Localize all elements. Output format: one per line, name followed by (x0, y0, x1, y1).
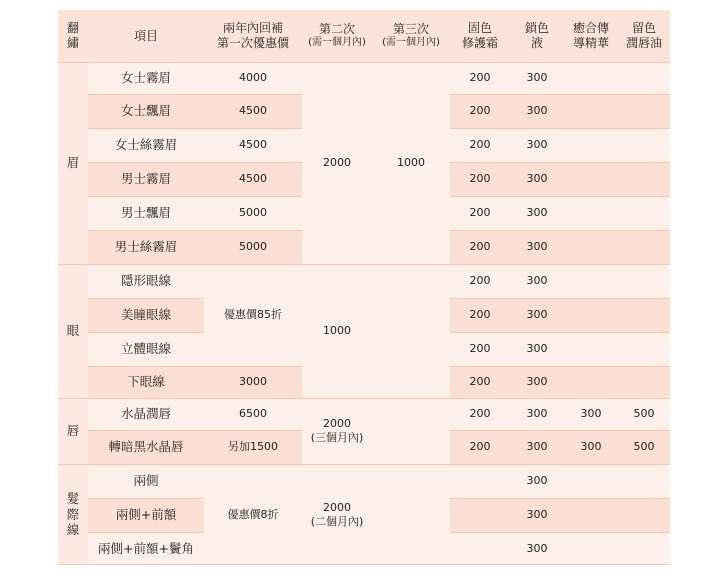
row-lock-liquid-line-1: 300 (526, 71, 548, 85)
row-healing-serum (564, 128, 618, 162)
row-lock-liquid (510, 62, 564, 94)
eye-first-price-line-1: 優惠價85折 (224, 308, 282, 322)
row-lock-liquid-line-1: 300 (526, 240, 548, 254)
row-lip-oil (618, 366, 670, 398)
row-healing-serum (564, 264, 618, 298)
row-fix-cream-line-1: 200 (469, 308, 491, 322)
row-first-price-line-1: 4500 (239, 104, 267, 118)
row-lock-liquid-line-1: 300 (526, 508, 548, 522)
row-lock-liquid (510, 398, 564, 430)
row-first-price (204, 196, 302, 230)
row-fix-cream (450, 430, 510, 464)
hair-second-price-line-1: 2000 (323, 500, 351, 514)
row-fix-cream-line-1: 200 (469, 407, 491, 421)
row-item (88, 366, 204, 398)
row-lock-liquid-line-1: 300 (526, 104, 548, 118)
row-fix-cream (450, 498, 510, 532)
row-fix-cream-line-1: 200 (469, 138, 491, 152)
row-healing-serum (564, 332, 618, 366)
row-first-price-line-1: 6500 (239, 407, 267, 421)
row-lock-liquid-line-1: 300 (526, 440, 548, 454)
header-second-line-2: (需一個月內) (308, 37, 366, 49)
row-lock-liquid-line-1: 300 (526, 375, 548, 389)
row-item-line-1: 兩側+前額 (115, 507, 177, 523)
row-healing-serum (564, 430, 618, 464)
row-fix-cream (450, 162, 510, 196)
row-item-line-1: 水晶潤唇 (120, 406, 171, 422)
row-first-price-line-1: 4000 (239, 71, 267, 85)
header-lock-liquid-line-2: 液 (530, 36, 543, 50)
row-item (88, 464, 204, 498)
row-lock-liquid (510, 298, 564, 332)
row-first-price-line-1: 4500 (239, 138, 267, 152)
row-lip-oil (618, 298, 670, 332)
row-fix-cream-line-1: 200 (469, 375, 491, 389)
hair-second-price (302, 464, 372, 565)
header-first-price (204, 10, 302, 62)
row-item (88, 162, 204, 196)
brow-third-price (372, 62, 450, 264)
row-first-price (204, 128, 302, 162)
row-first-price (204, 230, 302, 264)
row-fix-cream-line-1: 200 (469, 240, 491, 254)
row-lip-oil (618, 532, 670, 565)
row-lip-oil (618, 464, 670, 498)
row-fix-cream-line-1: 200 (469, 172, 491, 186)
row-item (88, 264, 204, 298)
row-healing-serum (564, 298, 618, 332)
header-lip-oil-line-2: 潤唇油 (625, 36, 662, 50)
row-lip-oil (618, 332, 670, 366)
row-first-price-line-1: 5000 (239, 206, 267, 220)
row-fix-cream-line-1: 200 (469, 104, 491, 118)
header-lip-oil-line-1: 留色 (631, 21, 656, 35)
row-lock-liquid (510, 498, 564, 532)
row-lock-liquid-line-1: 300 (526, 206, 548, 220)
header-fix-cream (450, 10, 510, 62)
row-item (88, 430, 204, 464)
eye-second-price (302, 264, 372, 398)
row-healing-serum (564, 94, 618, 128)
header-first-price-line-2: 第一次優惠價 (216, 36, 289, 50)
row-lip-oil (618, 498, 670, 532)
row-healing-serum (564, 196, 618, 230)
row-lock-liquid-line-1: 300 (526, 308, 548, 322)
header-healing-serum-line-2: 導精華 (572, 36, 609, 50)
row-lip-oil (618, 162, 670, 196)
header-third-line-1: 第三次 (392, 22, 429, 37)
row-fix-cream-line-1: 200 (469, 440, 491, 454)
row-healing-serum-line-1: 300 (580, 407, 602, 421)
section-label-hairline-line-1: 髮際線 (66, 491, 80, 538)
header-second-line-1: 第二次 (318, 22, 355, 37)
row-lock-liquid-line-1: 300 (526, 342, 548, 356)
row-item (88, 498, 204, 532)
row-lock-liquid (510, 366, 564, 398)
row-item-line-1: 轉暗黑水晶唇 (108, 439, 184, 455)
row-fix-cream (450, 398, 510, 430)
row-item-line-1: 隱形眼線 (120, 273, 171, 289)
row-fix-cream (450, 366, 510, 398)
row-fix-cream (450, 464, 510, 498)
section-label-brow-line-1: 眉 (66, 155, 80, 171)
eye-first-price (204, 264, 302, 366)
row-healing-serum (564, 498, 618, 532)
row-item-line-1: 下眼線 (127, 374, 165, 390)
row-item-line-1: 立體眼線 (120, 341, 171, 357)
table-bottom-border (58, 564, 670, 565)
brow-third-price-line-1: 1000 (397, 156, 425, 170)
row-healing-serum (564, 366, 618, 398)
header-first-price-line-1: 兩年內回補 (222, 21, 283, 35)
row-fix-cream-line-1: 200 (469, 342, 491, 356)
section-label-brow (58, 62, 88, 264)
row-lock-liquid-line-1: 300 (526, 138, 548, 152)
row-first-price (204, 366, 302, 398)
header-item (88, 10, 204, 62)
header-fix-cream-line-2: 修護霜 (461, 36, 498, 50)
lip-second-price-line-2: (三個月內) (310, 431, 364, 444)
row-first-price-line-1: 5000 (239, 240, 267, 254)
hair-first-price (204, 464, 302, 565)
row-lock-liquid (510, 464, 564, 498)
row-item (88, 298, 204, 332)
row-fix-cream-line-1: 200 (469, 71, 491, 85)
row-item-line-1: 美瞳眼線 (120, 307, 171, 323)
row-lip-oil (618, 398, 670, 430)
row-healing-serum (564, 62, 618, 94)
brow-second-price-line-1: 2000 (323, 156, 351, 170)
row-item (88, 62, 204, 94)
hair-second-price-line-2: (二個月內) (310, 514, 364, 528)
row-first-price-line-1: 另加1500 (228, 440, 278, 454)
row-item (88, 230, 204, 264)
row-first-price-line-1: 4500 (239, 172, 267, 186)
row-lock-liquid (510, 430, 564, 464)
lip-second-price (302, 398, 372, 464)
row-item-line-1: 兩側+前額+鬢角 (98, 540, 194, 556)
row-fix-cream (450, 298, 510, 332)
pricing-table (58, 10, 670, 565)
row-first-price (204, 162, 302, 196)
row-first-price (204, 94, 302, 128)
row-fix-cream (450, 264, 510, 298)
row-lock-liquid-line-1: 300 (526, 172, 548, 186)
row-fix-cream (450, 532, 510, 565)
header-third (372, 10, 450, 62)
row-lip-oil-line-1: 500 (633, 440, 655, 454)
row-lip-oil (618, 94, 670, 128)
header-lip-oil (618, 10, 670, 62)
header-third-line-2: (需一個月內) (382, 37, 440, 49)
row-healing-serum-line-1: 300 (580, 440, 602, 454)
row-lip-oil (618, 196, 670, 230)
row-item (88, 128, 204, 162)
section-label-lip-line-1: 唇 (66, 423, 80, 439)
header-section-line-1: 翻繡 (66, 21, 79, 50)
row-lock-liquid-line-1: 300 (526, 541, 548, 555)
row-lock-liquid-line-1: 300 (526, 474, 548, 488)
row-lock-liquid (510, 128, 564, 162)
row-healing-serum (564, 230, 618, 264)
row-item-line-1: 女士飄眉 (120, 103, 171, 119)
row-healing-serum (564, 162, 618, 196)
row-first-price (204, 398, 302, 430)
row-first-price (204, 62, 302, 94)
header-lock-liquid (510, 10, 564, 62)
row-lock-liquid (510, 230, 564, 264)
row-lock-liquid (510, 94, 564, 128)
row-lock-liquid (510, 332, 564, 366)
row-lock-liquid-line-1: 300 (526, 407, 548, 421)
row-item-line-1: 男士飄眉 (120, 205, 171, 221)
row-item (88, 332, 204, 366)
brow-second-price (302, 62, 372, 264)
row-lock-liquid (510, 162, 564, 196)
section-label-lip (58, 398, 88, 464)
header-fix-cream-line-1: 固色 (467, 21, 492, 35)
row-healing-serum (564, 532, 618, 565)
row-lock-liquid (510, 532, 564, 565)
section-label-eye (58, 264, 88, 398)
section-label-eye-line-1: 眼 (66, 323, 80, 339)
row-lock-liquid-line-1: 300 (526, 274, 548, 288)
row-fix-cream (450, 230, 510, 264)
row-item (88, 398, 204, 430)
row-lip-oil (618, 128, 670, 162)
row-first-price-line-1: 3000 (239, 375, 267, 389)
row-item-line-1: 女士霧眉 (120, 70, 171, 86)
row-item (88, 94, 204, 128)
row-lip-oil (618, 264, 670, 298)
row-first-price (204, 430, 302, 464)
row-fix-cream (450, 196, 510, 230)
section-label-hairline (58, 464, 88, 565)
row-healing-serum (564, 398, 618, 430)
row-lock-liquid (510, 264, 564, 298)
row-fix-cream (450, 128, 510, 162)
row-item-line-1: 男士霧眉 (120, 171, 171, 187)
row-lip-oil (618, 430, 670, 464)
row-fix-cream (450, 94, 510, 128)
row-lock-liquid (510, 196, 564, 230)
row-fix-cream-line-1: 200 (469, 274, 491, 288)
header-section (58, 10, 88, 62)
row-healing-serum (564, 464, 618, 498)
row-fix-cream (450, 62, 510, 94)
row-item-line-1: 男士絲霧眉 (114, 239, 178, 255)
row-lip-oil-line-1: 500 (633, 407, 655, 421)
header-item-line-1: 項目 (133, 28, 158, 43)
lip-second-price-line-1: 2000 (323, 417, 351, 431)
row-fix-cream-line-1: 200 (469, 206, 491, 220)
header-second (302, 10, 372, 62)
row-item (88, 532, 204, 565)
header-lock-liquid-line-1: 鎖色 (524, 21, 549, 35)
row-item-line-1: 女士絲霧眉 (114, 137, 178, 153)
row-lip-oil (618, 62, 670, 94)
row-item (88, 196, 204, 230)
header-healing-serum-line-1: 癒合傳 (572, 21, 609, 35)
row-fix-cream (450, 332, 510, 366)
hair-first-price-line-1: 優惠價8折 (227, 507, 279, 521)
header-healing-serum (564, 10, 618, 62)
eye-second-price-line-1: 1000 (323, 324, 351, 338)
row-item-line-1: 兩側 (133, 473, 159, 489)
row-lip-oil (618, 230, 670, 264)
